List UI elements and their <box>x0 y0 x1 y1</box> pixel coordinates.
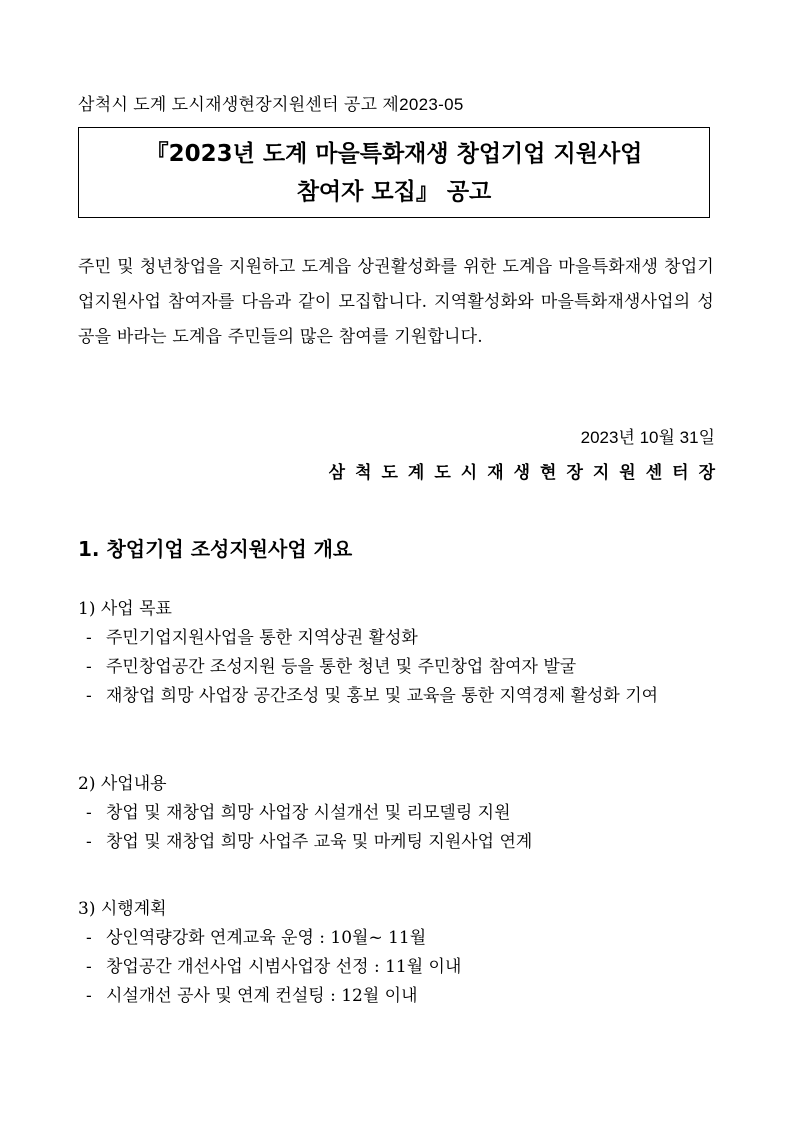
list-item: - 주민기업지원사업을 통한 지역상권 활성화 <box>86 628 418 648</box>
list-item: - 창업공간 개선사업 시범사업장 선정 : 11월 이내 <box>86 957 462 977</box>
subsection-heading: 2) 사업내용 <box>78 774 167 794</box>
subsection-goals <box>78 595 718 711</box>
item-list <box>78 624 718 711</box>
section-title: 1. 창업기업 조성지원사업 개요 <box>78 537 353 561</box>
subsection-heading: 1) 사업 목표 <box>78 599 172 619</box>
notice-number: 삼척시 도계 도시재생현장지원센터 공고 제2023-05 <box>78 95 464 114</box>
subsection-content <box>78 770 718 857</box>
signer: 삼척도계도시재생현장지원센터장 <box>328 463 725 483</box>
list-item: - 창업 및 재창업 희망 사업장 시설개선 및 리모델링 지원 <box>86 803 511 823</box>
notice-date: 2023년 10월 31일 <box>580 428 715 447</box>
subsection-heading: 3) 시행계획 <box>78 899 167 919</box>
title-line-2: 참여자 모집』 공고 <box>296 178 492 205</box>
item-list <box>78 799 718 857</box>
intro-paragraph: 주민 및 청년창업을 지원하고 도계읍 상권활성화를 위한 도계읍 마을특화재생 창업기업지원사업 참여자를 다음과 같이 모집합니다. 지역활성화와 마을특화재생사업의 성공을 바라는 도계읍 주민들의 많은 참여를 기원합니다. <box>78 257 714 347</box>
item-list <box>78 924 718 1011</box>
list-item: - 창업 및 재창업 희망 사업주 교육 및 마케팅 지원사업 연계 <box>86 832 533 852</box>
subsection-plan <box>78 895 718 1011</box>
list-item: - 재창업 희망 사업장 공간조성 및 홍보 및 교육을 통한 지역경제 활성화 기여 <box>86 686 659 706</box>
list-item: - 주민창업공간 조성지원 등을 통한 청년 및 주민창업 참여자 발굴 <box>86 657 577 677</box>
title-box <box>78 127 710 218</box>
list-item: - 상인역량강화 연계교육 운영 : 10월~ 11월 <box>86 928 427 948</box>
list-item: - 시설개선 공사 및 연계 컨설팅 : 12월 이내 <box>86 986 418 1006</box>
title-line-1: 『2023년 도계 마을특화재생 창업기업 지원사업 <box>145 140 643 167</box>
